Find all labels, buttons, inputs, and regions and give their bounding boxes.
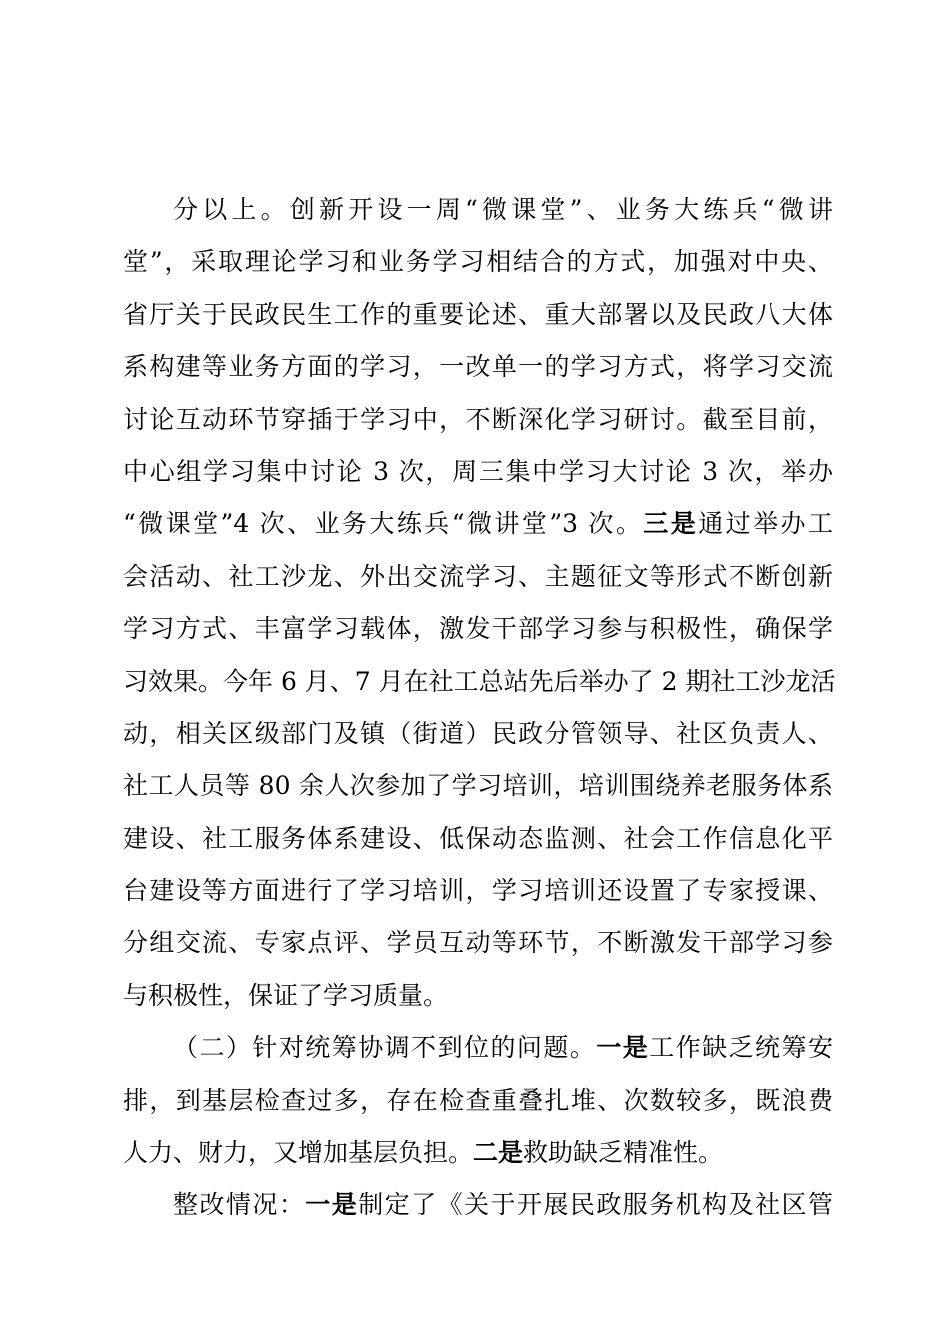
text-line: 学习方式、丰富学习载体，激发干部学习参与积极性，确保学 xyxy=(123,614,833,644)
text-line: 人力、财力，又增加基层负担。二是救助缺乏精准性。 xyxy=(123,1138,724,1168)
bold-marker: 三是 xyxy=(643,509,699,539)
text-line: 动，相关区级部门及镇（街道）民政分管领导、社区负责人、 xyxy=(123,718,833,748)
text-line: 讨论互动环节穿插于学习中，不断深化学习研讨。截至目前， xyxy=(123,404,833,434)
body-text xyxy=(123,184,836,1232)
text-line: 排，到基层检查过多，存在检查重叠扎堆、次数较多，既浪费 xyxy=(123,1085,833,1115)
text-line: 中心组学习集中讨论 3 次，周三集中学习大讨论 3 次，举办 xyxy=(123,456,833,486)
text-line: 分以上。创新开设一周“微课堂”、业务大练兵“微讲 xyxy=(173,195,833,224)
section-heading-line: （二）针对统筹协调不到位的问题。一是工作缺乏统筹安 xyxy=(173,1033,833,1063)
text-line: 堂”，采取理论学习和业务学习相结合的方式，加强对中央、 xyxy=(123,247,833,277)
bold-marker: 一是 xyxy=(596,1033,650,1063)
bold-marker: 一是 xyxy=(305,1190,359,1220)
text-line: 省厅关于民政民生工作的重要论述、重大部署以及民政八大体 xyxy=(123,299,833,329)
text-line: 系构建等业务方面的学习，一改单一的学习方式，将学习交流 xyxy=(123,352,833,382)
text-line: 建设、社工服务体系建设、低保动态监测、社会工作信息化平 xyxy=(123,823,833,853)
text-line: 分组交流、专家点评、学员互动等环节，不断激发干部学习参 xyxy=(123,928,833,958)
text-line: 台建设等方面进行了学习培训，学习培训还设置了专家授课、 xyxy=(123,876,833,906)
bold-marker: 二是 xyxy=(473,1138,524,1168)
text-line: 习效果。今年 6 月、7 月在社工总站先后举办了 2 期社工沙龙活 xyxy=(123,666,836,696)
text-line: 会活动、社工沙龙、外出交流学习、主题征文等形式不断创新 xyxy=(123,561,833,591)
text-line: 社工人员等 80 余人次参加了学习培训，培训围绕养老服务体系 xyxy=(123,771,833,801)
text-line: 与积极性，保证了学习质量。 xyxy=(123,980,449,1010)
text-line: “微课堂”4 次、业务大练兵“微讲堂”3 次。三是通过举办工 xyxy=(123,509,833,539)
text-line: 整改情况：一是制定了《关于开展民政服务机构及社区管 xyxy=(173,1190,833,1220)
